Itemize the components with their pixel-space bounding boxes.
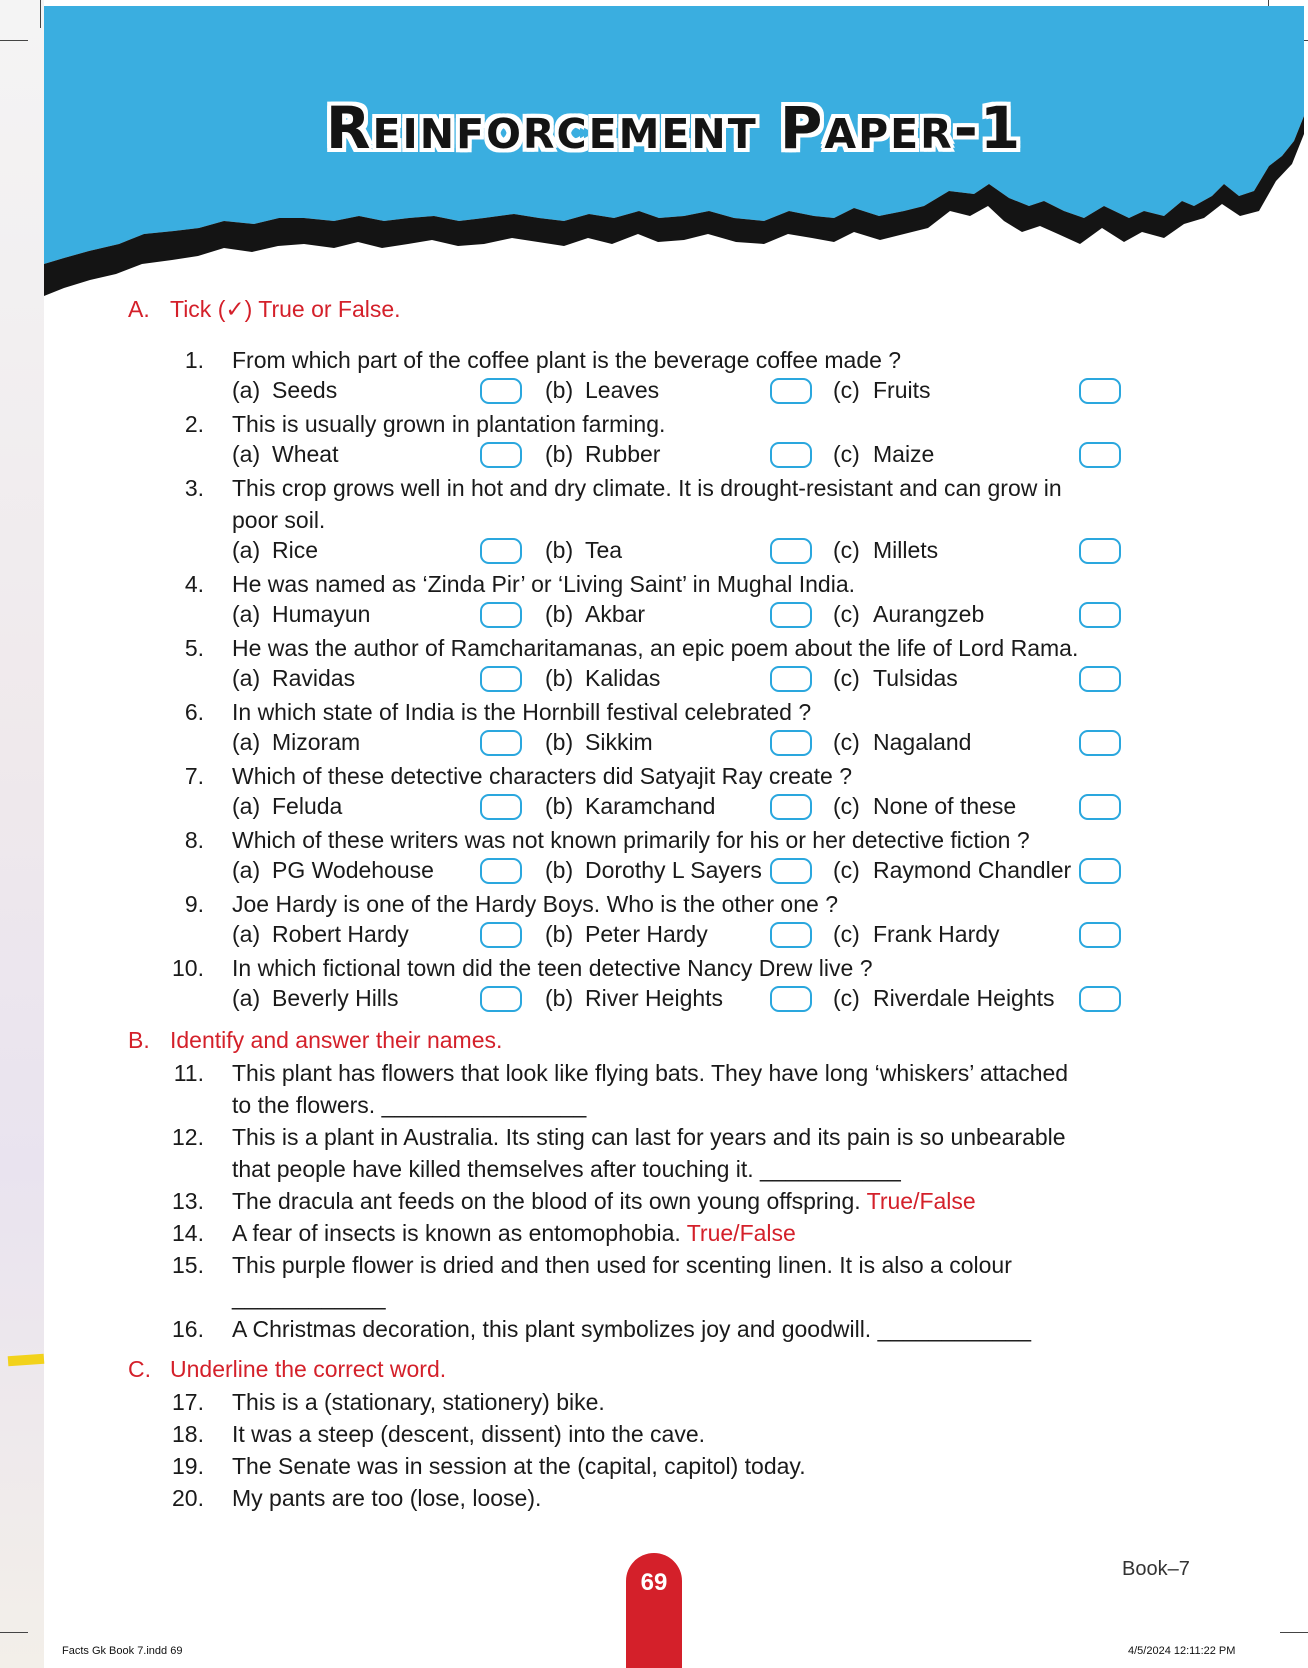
answer-box[interactable]: [1079, 666, 1121, 692]
option-text: Kalidas: [585, 665, 661, 691]
answer-box[interactable]: [770, 378, 812, 404]
answer-box[interactable]: [770, 730, 812, 756]
option-text: Leaves: [585, 377, 660, 403]
option-text: River Heights: [585, 985, 724, 1011]
page-title: Reinforcement Paper-1: [325, 94, 1023, 162]
question-text-body: A fear of insects is known as entomophobia.: [232, 1220, 687, 1246]
answer-box[interactable]: [480, 794, 522, 820]
page-number: 69: [640, 1569, 668, 1596]
option-b: [545, 921, 708, 948]
answer-box[interactable]: [1079, 442, 1121, 468]
option-text: Karamchand: [585, 793, 716, 819]
option-a: [232, 985, 399, 1012]
option-a: [232, 857, 434, 884]
option-text: Fruits: [873, 377, 931, 403]
question-text: [232, 1186, 1084, 1216]
question-number: 9.: [184, 891, 204, 917]
option-b: [545, 441, 660, 468]
option-text: Mizoram: [272, 729, 361, 755]
option-a: [232, 601, 370, 628]
answer-box[interactable]: [1079, 378, 1121, 404]
question-text: Which of these detective characters did Satyajit Ray create ?: [232, 763, 853, 789]
question-number: 7.: [184, 763, 204, 789]
header-banner: [44, 6, 1304, 306]
option-b: [545, 729, 653, 756]
option-text: Tea: [585, 537, 623, 563]
option-text: None of these: [873, 793, 1017, 819]
option-text: Rice: [272, 537, 319, 563]
option-c: [833, 729, 971, 756]
answer-box[interactable]: [770, 602, 812, 628]
option-letter: (b): [545, 729, 574, 755]
decorative-strip-mark: [8, 1354, 45, 1366]
option-letter: (c): [833, 665, 860, 691]
option-text: Robert Hardy: [272, 921, 409, 947]
answer-box[interactable]: [770, 858, 812, 884]
answer-box[interactable]: [1079, 986, 1121, 1012]
option-letter: (a): [232, 665, 261, 691]
option-letter: (b): [545, 921, 574, 947]
option-text: Frank Hardy: [873, 921, 1000, 947]
option-c: [833, 985, 1055, 1012]
option-letter: (c): [833, 537, 860, 563]
question-text: In which state of India is the Hornbill festival celebrated ?: [232, 699, 812, 725]
answer-box[interactable]: [480, 538, 522, 564]
true-false-label[interactable]: True/False: [866, 1188, 976, 1214]
option-letter: (a): [232, 857, 261, 883]
question-text: Joe Hardy is one of the Hardy Boys. Who is the other one ?: [232, 891, 838, 917]
option-text: Humayun: [272, 601, 371, 627]
answer-box[interactable]: [1079, 794, 1121, 820]
option-a: [232, 377, 337, 404]
answer-box[interactable]: [480, 858, 522, 884]
option-letter: (a): [232, 601, 261, 627]
answer-box[interactable]: [480, 666, 522, 692]
option-letter: (b): [545, 857, 574, 883]
answer-box[interactable]: [770, 538, 812, 564]
question-text: This is usually grown in plantation farming.: [232, 411, 666, 437]
question-text: It was a steep (descent, dissent) into the cave.: [232, 1421, 706, 1447]
option-letter: (c): [833, 729, 860, 755]
answer-box[interactable]: [770, 794, 812, 820]
answer-box[interactable]: [770, 442, 812, 468]
question-number: 15.: [172, 1252, 204, 1278]
true-false-label[interactable]: True/False: [686, 1220, 796, 1246]
answer-box[interactable]: [480, 602, 522, 628]
book-label: Book–7: [1122, 1558, 1190, 1580]
option-c: [833, 921, 1000, 948]
question-text: In which fictional town did the teen detective Nancy Drew live ?: [232, 955, 873, 981]
answer-box[interactable]: [480, 378, 522, 404]
option-c: [833, 857, 1071, 884]
option-text: Millets: [873, 537, 939, 563]
decorative-left-strip: [0, 0, 44, 1668]
section-title: Underline the correct word.: [170, 1356, 447, 1382]
option-b: [545, 537, 622, 564]
section-c-heading: [128, 1356, 446, 1383]
question-text: My pants are too (lose, loose).: [232, 1485, 542, 1511]
option-letter: (b): [545, 537, 574, 563]
question-number: 19.: [172, 1453, 204, 1479]
option-text: Dorothy L Sayers: [585, 857, 762, 883]
question-text: Which of these writers was not known primarily for his or her detective fiction ?: [232, 827, 1030, 853]
option-b: [545, 377, 659, 404]
option-text: Wheat: [272, 441, 339, 467]
answer-box[interactable]: [1079, 922, 1121, 948]
option-c: [833, 601, 984, 628]
question-number: 13.: [172, 1188, 204, 1214]
option-letter: (b): [545, 441, 574, 467]
question-number: 4.: [184, 571, 204, 597]
question-number: 16.: [172, 1316, 204, 1342]
answer-box[interactable]: [480, 922, 522, 948]
question-number: 1.: [184, 347, 204, 373]
question-number: 14.: [172, 1220, 204, 1246]
answer-box[interactable]: [1079, 730, 1121, 756]
option-letter: (a): [232, 793, 261, 819]
question-number: 8.: [184, 827, 204, 853]
option-text: Akbar: [585, 601, 646, 627]
answer-box[interactable]: [480, 442, 522, 468]
page-number-tab: [626, 1553, 682, 1668]
option-text: Rubber: [585, 441, 661, 467]
option-b: [545, 665, 660, 692]
option-letter: (b): [545, 985, 574, 1011]
option-text: Riverdale Heights: [873, 985, 1055, 1011]
answer-box[interactable]: [480, 730, 522, 756]
option-c: [833, 441, 934, 468]
option-b: [545, 601, 645, 628]
option-text: Raymond Chandler: [873, 857, 1072, 883]
section-title: Tick (✓) True or False.: [170, 296, 401, 322]
question-text: This is a (stationary, stationery) bike.: [232, 1389, 605, 1415]
option-c: [833, 537, 938, 564]
option-c: [833, 665, 958, 692]
question-number: 12.: [172, 1124, 204, 1150]
option-c: [833, 793, 1016, 820]
question-text: The Senate was in session at the (capital, capitol) today.: [232, 1453, 806, 1479]
option-letter: (a): [232, 729, 261, 755]
question-number: 5.: [184, 635, 204, 661]
option-text: Tulsidas: [873, 665, 958, 691]
option-letter: (b): [545, 377, 574, 403]
question-text: This purple flower is dried and then used for scenting linen. It is also a colour: [232, 1252, 1012, 1278]
option-a: [232, 793, 342, 820]
question-number: 11.: [173, 1060, 204, 1086]
option-letter: (c): [833, 377, 860, 403]
crop-mark: [1280, 1632, 1308, 1633]
option-text: Ravidas: [272, 665, 356, 691]
answer-box[interactable]: [1079, 602, 1121, 628]
option-letter: (c): [833, 921, 860, 947]
question-number: 10.: [172, 955, 204, 981]
option-text: Maize: [873, 441, 935, 467]
section-title: Identify and answer their names.: [170, 1027, 503, 1053]
option-letter: (a): [232, 377, 261, 403]
answer-box[interactable]: [770, 666, 812, 692]
question-text: From which part of the coffee plant is the beverage coffee made ?: [232, 347, 902, 373]
option-text: PG Wodehouse: [272, 857, 434, 883]
option-b: [545, 793, 715, 820]
question-text: [232, 1218, 1084, 1248]
option-letter: (a): [232, 441, 261, 467]
question-text-body: The dracula ant feeds on the blood of its own young offspring.: [232, 1188, 867, 1214]
option-a: [232, 729, 360, 756]
question-number: 2.: [184, 411, 204, 437]
crop-mark: [0, 1632, 28, 1633]
option-text: Nagaland: [873, 729, 972, 755]
print-timestamp: 4/5/2024 12:11:22 PM: [1128, 1645, 1236, 1657]
option-b: [545, 985, 723, 1012]
option-text: Peter Hardy: [585, 921, 708, 947]
question-text: to the flowers. ________________: [232, 1092, 587, 1118]
option-letter: (a): [232, 921, 261, 947]
option-b: [545, 857, 762, 884]
option-letter: (a): [232, 537, 261, 563]
option-letter: (a): [232, 985, 261, 1011]
question-text: A Christmas decoration, this plant symbolizes joy and goodwill. ____________: [232, 1316, 1032, 1342]
question-number: 18.: [172, 1421, 204, 1447]
option-letter: (c): [833, 441, 860, 467]
crop-mark: [40, 0, 41, 28]
option-a: [232, 665, 355, 692]
answer-box[interactable]: [770, 986, 812, 1012]
section-letter: A.: [128, 296, 150, 322]
crop-mark: [0, 40, 28, 41]
option-text: Aurangzeb: [873, 601, 985, 627]
option-text: Sikkim: [585, 729, 653, 755]
question-text: This plant has flowers that look like flying bats. They have long ‘whiskers’ attached: [232, 1060, 1069, 1086]
section-b-heading: [128, 1027, 502, 1054]
option-a: [232, 537, 318, 564]
question-number: 17.: [172, 1389, 204, 1415]
option-text: Beverly Hills: [272, 985, 399, 1011]
option-letter: (b): [545, 793, 574, 819]
option-c: [833, 377, 931, 404]
option-letter: (c): [833, 601, 860, 627]
question-text: He was the author of Ramcharitamanas, an epic poem about the life of Lord Rama.: [232, 635, 1079, 661]
answer-box[interactable]: [1079, 858, 1121, 884]
answer-box[interactable]: [480, 986, 522, 1012]
question-text: This crop grows well in hot and dry climate. It is drought-resistant and can grow in: [232, 475, 1062, 501]
question-number: 6.: [184, 699, 204, 725]
option-a: [232, 921, 409, 948]
option-letter: (c): [833, 857, 860, 883]
answer-box[interactable]: [770, 922, 812, 948]
question-text: This is a plant in Australia. Its sting can last for years and its pain is so unbearable: [232, 1124, 1066, 1150]
section-a-heading: [128, 296, 401, 323]
option-text: Feluda: [272, 793, 343, 819]
question-text: He was named as ‘Zinda Pir’ or ‘Living Saint’ in Mughal India.: [232, 571, 856, 597]
option-letter: (c): [833, 985, 860, 1011]
section-letter: C.: [128, 1356, 151, 1382]
section-letter: B.: [128, 1027, 150, 1053]
question-text: poor soil.: [232, 507, 326, 533]
option-letter: (b): [545, 665, 574, 691]
question-text: that people have killed themselves after touching it. ___________: [232, 1156, 901, 1182]
option-letter: (c): [833, 793, 860, 819]
question-number: 20.: [172, 1485, 204, 1511]
question-number: 3.: [184, 475, 204, 501]
file-info: Facts Gk Book 7.indd 69: [62, 1645, 183, 1657]
option-text: Seeds: [272, 377, 338, 403]
option-letter: (b): [545, 601, 574, 627]
answer-blank[interactable]: ____________: [232, 1284, 386, 1310]
answer-box[interactable]: [1079, 538, 1121, 564]
option-a: [232, 441, 338, 468]
